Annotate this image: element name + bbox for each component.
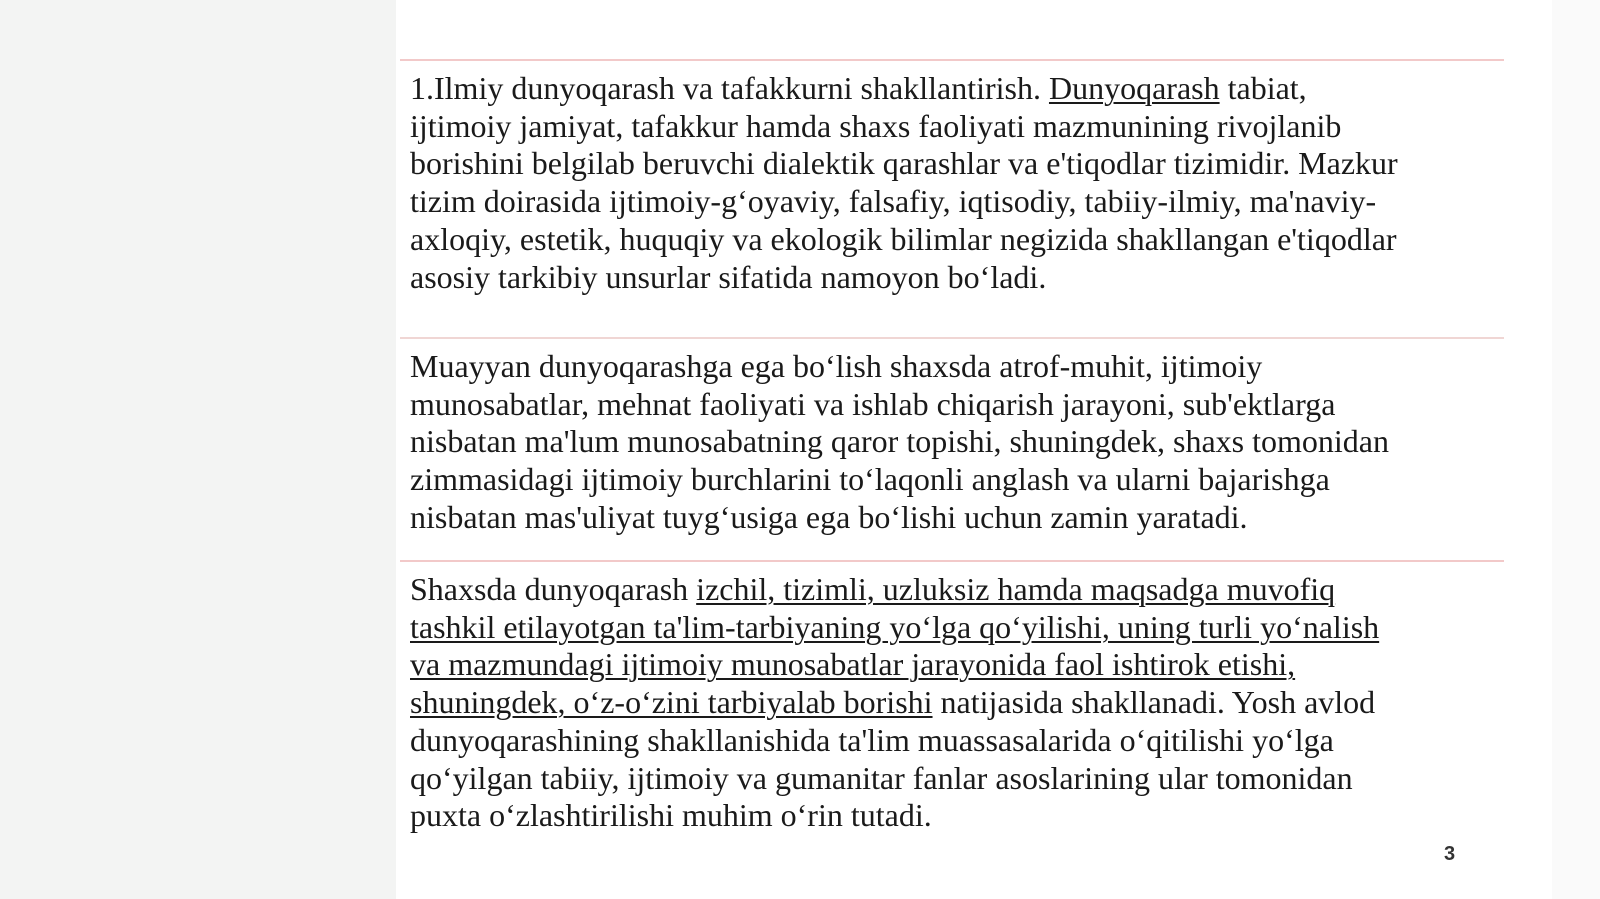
paragraph-1-body-text: tabiat, ijtimoiy jamiyat, tafakkur hamda shaxs faoliyati mazmunining rivojlanib borishini belgilab beruvchi dialektik qarashlar va e'tiqodlar tizimidir. Mazkur tizim doirasida ijtimoiy-g‘oyaviy, falsafiy, iqtisodiy, tabiiy-ilmiy, ma'naviy- axloqiy, estetik, huquqiy va ekologik bilimlar negizida shakllangan e'tiqodlar asosiy tarkibiy unsurlar sifatida namoyon bo‘ladi.	[410, 70, 1398, 295]
divider-rule-bottom	[400, 560, 1504, 562]
page-number: 3	[1444, 843, 1456, 865]
right-edge-strip	[1552, 0, 1600, 899]
paragraph-worldview-significance	[410, 348, 1500, 537]
paragraph-3-lead-text: Shaxsda dunyoqarash	[410, 571, 697, 607]
left-side-panel	[0, 0, 396, 899]
divider-rule-top	[400, 59, 1504, 61]
paragraph-2-text: Muayyan dunyoqarashga ega bo‘lish shaxsda atrof-muhit, ijtimoiy munosabatlar, mehnat faoliyati va ishlab chiqarish jarayoni, sub'ektlarga nisbatan ma'lum munosabatning qaror topishi, shuningdek, shaxs tomonidan zimmasidagi ijtimoiy burchlarini to‘laqonli anglash va ularni bajarishga nisbatan mas'uliyat tuyg‘usiga ega bo‘lishi uchun zamin yaratadi.	[410, 348, 1389, 535]
term-dunyoqarash-underlined: Dunyoqarash	[1048, 70, 1220, 106]
divider-rule-middle	[400, 337, 1504, 339]
formation-conditions-underlined: izchil, tizimli, uzluksiz hamda maqsadga muvofiq tashkil etilayotgan ta'lim-tarbiyaning yo‘lga qo‘yilishi, uning turli yo‘nalish va mazmundagi ijtimoiy munosabatlar jarayonida faol ishtirok etishi, shuningdek, o‘z-o‘zini tarbiyalab borishi	[410, 571, 1380, 721]
paragraph-worldview-formation	[410, 571, 1500, 835]
paragraph-worldview-definition	[410, 70, 1500, 296]
paragraph-1-lead-text: 1.Ilmiy dunyoqarash va tafakkurni shakllantirish.	[410, 70, 1049, 106]
paragraph-3-body-text: natijasida shakllanadi. Yosh avlod dunyoqarashining shakllanishida ta'lim muassasalarida o‘qitilishi yo‘lga qo‘yilgan tabiiy, ijtimoiy va gumanitar fanlar asoslarining ular tomonidan puxta o‘zlashtirilishi muhim o‘rin tutadi.	[410, 684, 1376, 834]
